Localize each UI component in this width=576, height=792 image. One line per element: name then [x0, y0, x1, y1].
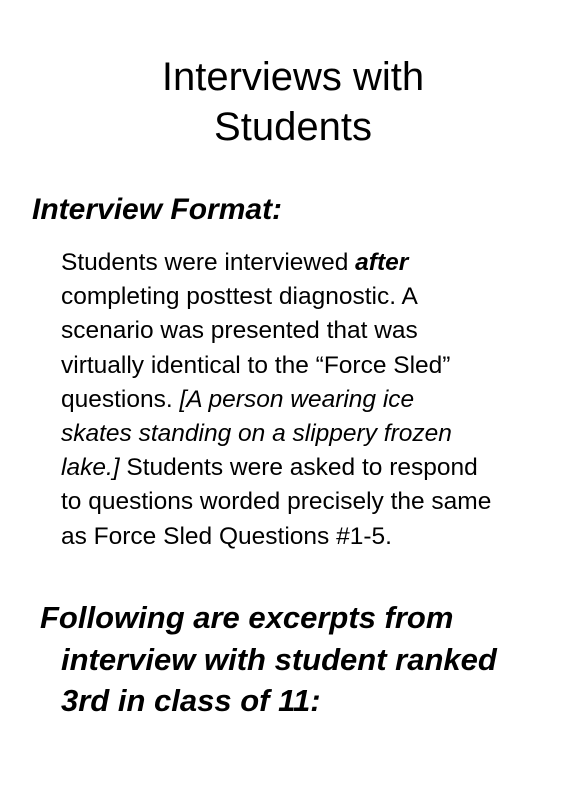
body-line-7 — [61, 451, 571, 485]
body-line-9: as Force Sled Questions #1-5. — [61, 522, 392, 550]
interview-format-paragraph — [61, 246, 571, 554]
excerpt-line-1: Following are excerpts from — [40, 600, 454, 635]
excerpt-intro — [40, 597, 497, 722]
body-line-3: scenario was presented that was — [61, 317, 418, 345]
body-text-span: questions. — [61, 385, 180, 413]
scenario-description: [A person wearing ice — [179, 385, 415, 413]
body-line-8: to questions worded precisely the same — [61, 488, 492, 516]
scenario-description-end: lake.] — [61, 454, 120, 482]
body-line-6: skates standing on a slippery frozen — [61, 420, 452, 448]
body-line-4: virtually identical to the “Force Sled” — [61, 351, 451, 379]
body-text-span: Students were interviewed — [61, 249, 356, 276]
title-line-1: Interviews with — [161, 55, 425, 99]
body-line-2: completing posttest diagnostic. A — [61, 283, 418, 311]
excerpt-line-2: interview with student ranked — [61, 641, 497, 677]
excerpt-line-3: 3rd in class of 11: — [61, 683, 321, 718]
body-line-5 — [61, 383, 571, 417]
body-text-span: Students were asked to respond — [119, 454, 478, 482]
emphasis-after: after — [355, 249, 409, 276]
slide-title — [0, 52, 576, 152]
body-line-1 — [61, 246, 571, 280]
title-line-2: Students — [214, 105, 372, 149]
section-heading: Interview Format: — [32, 193, 283, 226]
